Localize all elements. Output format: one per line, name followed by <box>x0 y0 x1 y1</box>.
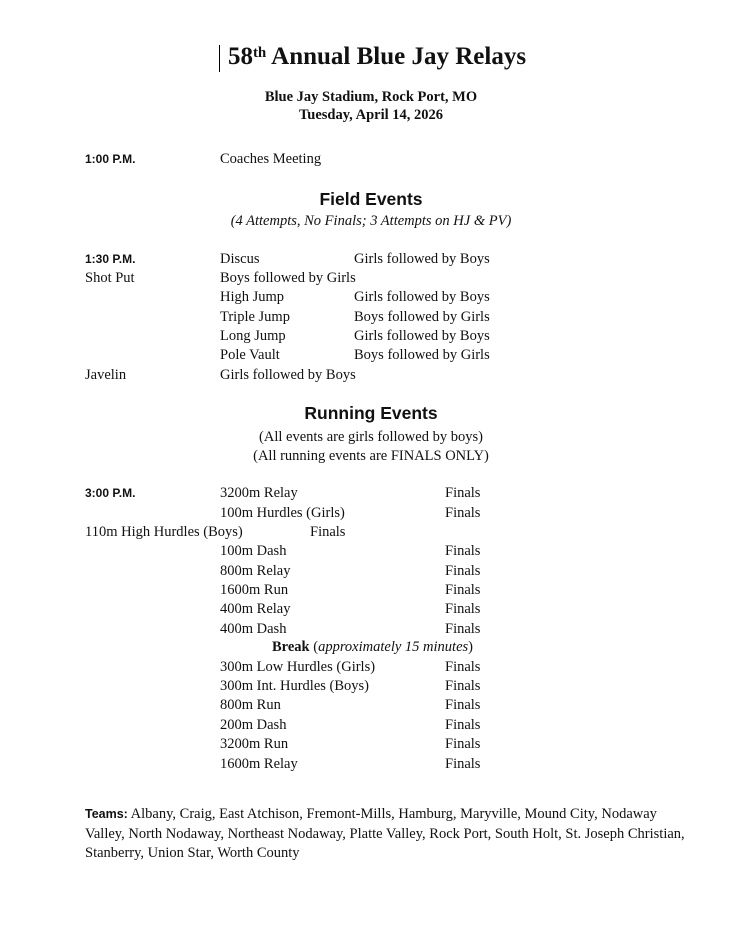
field-event-name: Triple Jump <box>220 309 290 325</box>
field-event-name: Long Jump <box>220 328 286 344</box>
teams-list: Albany, Craig, East Atchison, Fremont-Mills, Hamburg, Maryville, Mound City, Nodaway Valley, North Nodaway, Northeast Nodaway, Platte Valley, Rock Port, South Holt, St. Joseph Christian, Stanberry, Union Star, Worth County <box>85 806 685 862</box>
running-event-name: 110m High Hurdles (Boys) <box>85 524 243 540</box>
running-event-name: 3200m Run <box>220 736 289 752</box>
field-event-order: Girls followed by Boys <box>354 251 490 267</box>
running-event-status: Finals <box>445 736 481 752</box>
running-event-name: 100m Hurdles (Girls) <box>220 505 345 521</box>
running-event-status: Finals <box>445 697 481 713</box>
field-events-heading: Field Events <box>319 189 423 209</box>
running-event-status: Finals <box>445 485 481 501</box>
running-time: 3:00 P.M. <box>85 486 136 500</box>
field-event-name: Shot Put <box>85 270 135 286</box>
running-events-heading: Running Events <box>304 403 438 423</box>
field-event-order: Boys followed by Girls <box>354 347 490 363</box>
page-title: 58th Annual Blue Jay Relays <box>227 43 527 70</box>
date: Tuesday, April 14, 2026 <box>298 107 444 123</box>
teams-paragraph <box>85 805 685 864</box>
running-event-status: Finals <box>445 678 481 694</box>
field-event-order: Girls followed by Boys <box>220 367 356 383</box>
field-event-name: Javelin <box>85 367 127 383</box>
running-note-2: (All running events are FINALS ONLY) <box>253 448 489 464</box>
running-event-status: Finals <box>445 505 481 521</box>
running-note-1: (All events are girls followed by boys) <box>259 429 483 445</box>
break-note: approximately 15 minutes <box>318 639 469 655</box>
running-event-status: Finals <box>445 563 481 579</box>
running-event-status: Finals <box>445 601 481 617</box>
running-event-name: 400m Relay <box>220 601 291 617</box>
running-event-name: 1600m Relay <box>220 756 298 772</box>
running-event-status: Finals <box>445 621 481 637</box>
running-event-name: 100m Dash <box>220 543 287 559</box>
field-event-name: High Jump <box>220 289 285 305</box>
running-event-name: 3200m Relay <box>220 485 298 501</box>
field-event-name: Discus <box>220 251 260 267</box>
coaches-event: Coaches Meeting <box>220 151 322 167</box>
running-event-status: Finals <box>310 524 346 540</box>
running-event-name: 300m Low Hurdles (Girls) <box>220 659 376 675</box>
running-event-name: 1600m Run <box>220 582 289 598</box>
running-event-name: 400m Dash <box>220 621 287 637</box>
field-event-order: Girls followed by Boys <box>354 328 490 344</box>
teams-label: Teams: <box>85 807 128 821</box>
field-events-note: (4 Attempts, No Finals; 3 Attempts on HJ & PV) <box>230 213 512 229</box>
break-row: Break (approximately 15 minutes) <box>272 639 473 655</box>
running-event-status: Finals <box>445 582 481 598</box>
field-event-name: Pole Vault <box>220 347 280 363</box>
running-event-status: Finals <box>445 659 481 675</box>
running-event-name: 800m Run <box>220 697 281 713</box>
running-event-name: 200m Dash <box>220 717 287 733</box>
field-time: 1:30 P.M. <box>85 252 136 266</box>
running-event-name: 800m Relay <box>220 563 291 579</box>
running-event-status: Finals <box>445 543 481 559</box>
running-event-status: Finals <box>445 717 481 733</box>
running-event-name: 300m Int. Hurdles (Boys) <box>220 678 370 694</box>
field-event-order: Boys followed by Girls <box>220 270 356 286</box>
location: Blue Jay Stadium, Rock Port, MO <box>264 89 478 105</box>
field-event-order: Boys followed by Girls <box>354 309 490 325</box>
coaches-time: 1:00 P.M. <box>85 152 136 166</box>
break-label: Break <box>272 639 310 655</box>
field-event-order: Girls followed by Boys <box>354 289 490 305</box>
running-event-status: Finals <box>445 756 481 772</box>
